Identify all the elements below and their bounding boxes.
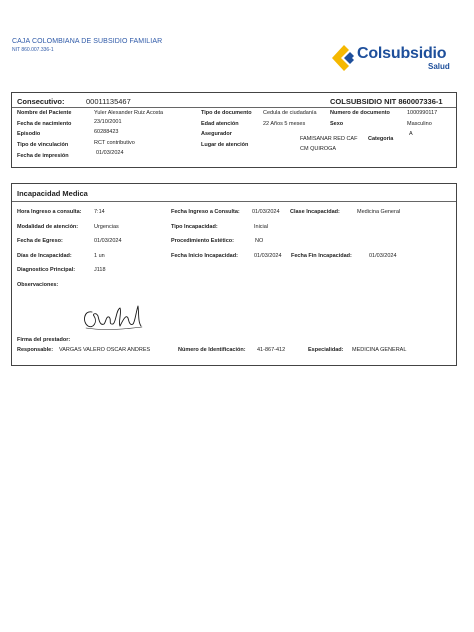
tipo-doc-value: Cedula de ciudadanía bbox=[263, 110, 317, 116]
signature-icon bbox=[78, 300, 148, 334]
vinculacion-label: Tipo de vinculación bbox=[17, 142, 69, 148]
consecutivo-label: Consecutivo: bbox=[17, 97, 65, 106]
divider bbox=[12, 107, 456, 108]
fecha-ingreso-label: Fecha Ingreso a Consulta: bbox=[171, 209, 240, 215]
observaciones-label: Observaciones: bbox=[17, 282, 59, 288]
sexo-value: Masculino bbox=[407, 121, 432, 127]
lugar-value: CM QUIROGA bbox=[300, 146, 337, 152]
identificacion-value: 41-867-412 bbox=[257, 347, 286, 353]
tipo-doc-label: Tipo de documento bbox=[201, 110, 252, 116]
consecutivo-value: 00011135467 bbox=[86, 97, 131, 106]
modalidad-label: Modalidad de atención: bbox=[17, 224, 79, 230]
inicio-label: Fecha Inicio Incapacidad: bbox=[171, 253, 238, 259]
categoria-value: A bbox=[409, 131, 413, 137]
asegurador-label: Asegurador bbox=[201, 131, 232, 137]
especialidad-value: MEDICINA GENERAL bbox=[352, 347, 407, 353]
firma-label: Firma del prestador: bbox=[17, 337, 71, 343]
responsable-value: VARGAS VALERO OSCAR ANDRES bbox=[59, 347, 151, 353]
impresion-value: 01/03/2024 bbox=[96, 150, 124, 156]
nit-heading: COLSUBSIDIO NIT 860007336-1 bbox=[330, 97, 443, 106]
fin-label: Fecha Fin Incapacidad: bbox=[291, 253, 352, 259]
num-doc-value: 1000990117 bbox=[407, 110, 438, 116]
clase-value: Medicina General bbox=[357, 209, 401, 215]
incapacidad-panel bbox=[11, 183, 457, 366]
logo-mark-icon bbox=[330, 44, 356, 72]
org-nit: NIT 860.007.336-1 bbox=[12, 47, 54, 53]
logo-subtitle: Salud bbox=[428, 62, 450, 71]
divider bbox=[12, 201, 456, 202]
egreso-value: 01/03/2024 bbox=[94, 238, 122, 244]
responsable-label: Responsable: bbox=[17, 347, 54, 353]
nombre-value: Yuler Alexander Ruiz Acosta bbox=[94, 110, 164, 116]
fin-value: 01/03/2024 bbox=[369, 253, 397, 259]
edad-label: Edad atención bbox=[201, 121, 239, 127]
dias-label: Días de Incapacidad: bbox=[17, 253, 72, 259]
diagnostico-value: J118 bbox=[94, 267, 106, 273]
categoria-label: Categoria bbox=[368, 136, 394, 142]
asegurador-value: FAMISANAR RED CAF bbox=[300, 136, 358, 142]
num-doc-label: Numero de documento bbox=[330, 110, 390, 116]
incapacidad-title: Incapacidad Medica bbox=[17, 189, 88, 198]
vinculacion-value: RCT contributivo bbox=[94, 140, 135, 146]
modalidad-value: Urgencias bbox=[94, 224, 119, 230]
edad-value: 22 Años 5 meses bbox=[263, 121, 306, 127]
episodio-value: 60288423 bbox=[94, 129, 119, 135]
org-name: CAJA COLOMBIANA DE SUBSIDIO FAMILIAR bbox=[12, 38, 163, 45]
nombre-label: Nombre del Paciente bbox=[17, 110, 72, 116]
diagnostico-label: Diagnostico Principal: bbox=[17, 267, 76, 273]
lugar-label: Lugar de atención bbox=[201, 142, 249, 148]
impresion-label: Fecha de impresión bbox=[17, 153, 69, 159]
hora-value: 7:14 bbox=[94, 209, 105, 215]
procedimiento-label: Procedimiento Estético: bbox=[171, 238, 234, 244]
fecha-nac-label: Fecha de nacimiento bbox=[17, 121, 72, 127]
patient-info-panel bbox=[11, 92, 457, 168]
inicio-value: 01/03/2024 bbox=[254, 253, 282, 259]
procedimiento-value: NO bbox=[255, 238, 264, 244]
fecha-ingreso-value: 01/03/2024 bbox=[252, 209, 280, 215]
tipo-inc-label: Tipo Incapacidad: bbox=[171, 224, 218, 230]
clase-label: Clase Incapacidad: bbox=[290, 209, 340, 215]
tipo-inc-value: Inicial bbox=[254, 224, 269, 230]
colsubsidio-logo bbox=[330, 42, 465, 76]
hora-label: Hora Ingreso a consulta: bbox=[17, 209, 82, 215]
sexo-label: Sexo bbox=[330, 121, 344, 127]
identificacion-label: Número de Identificación: bbox=[178, 347, 246, 353]
dias-value: 1 un bbox=[94, 253, 105, 259]
egreso-label: Fecha de Egreso: bbox=[17, 238, 63, 244]
fecha-nac-value: 23/10/2001 bbox=[94, 119, 122, 125]
especialidad-label: Especialidad: bbox=[308, 347, 344, 353]
logo-wordmark: Colsubsidio bbox=[357, 45, 447, 62]
episodio-label: Episodio bbox=[17, 131, 41, 137]
